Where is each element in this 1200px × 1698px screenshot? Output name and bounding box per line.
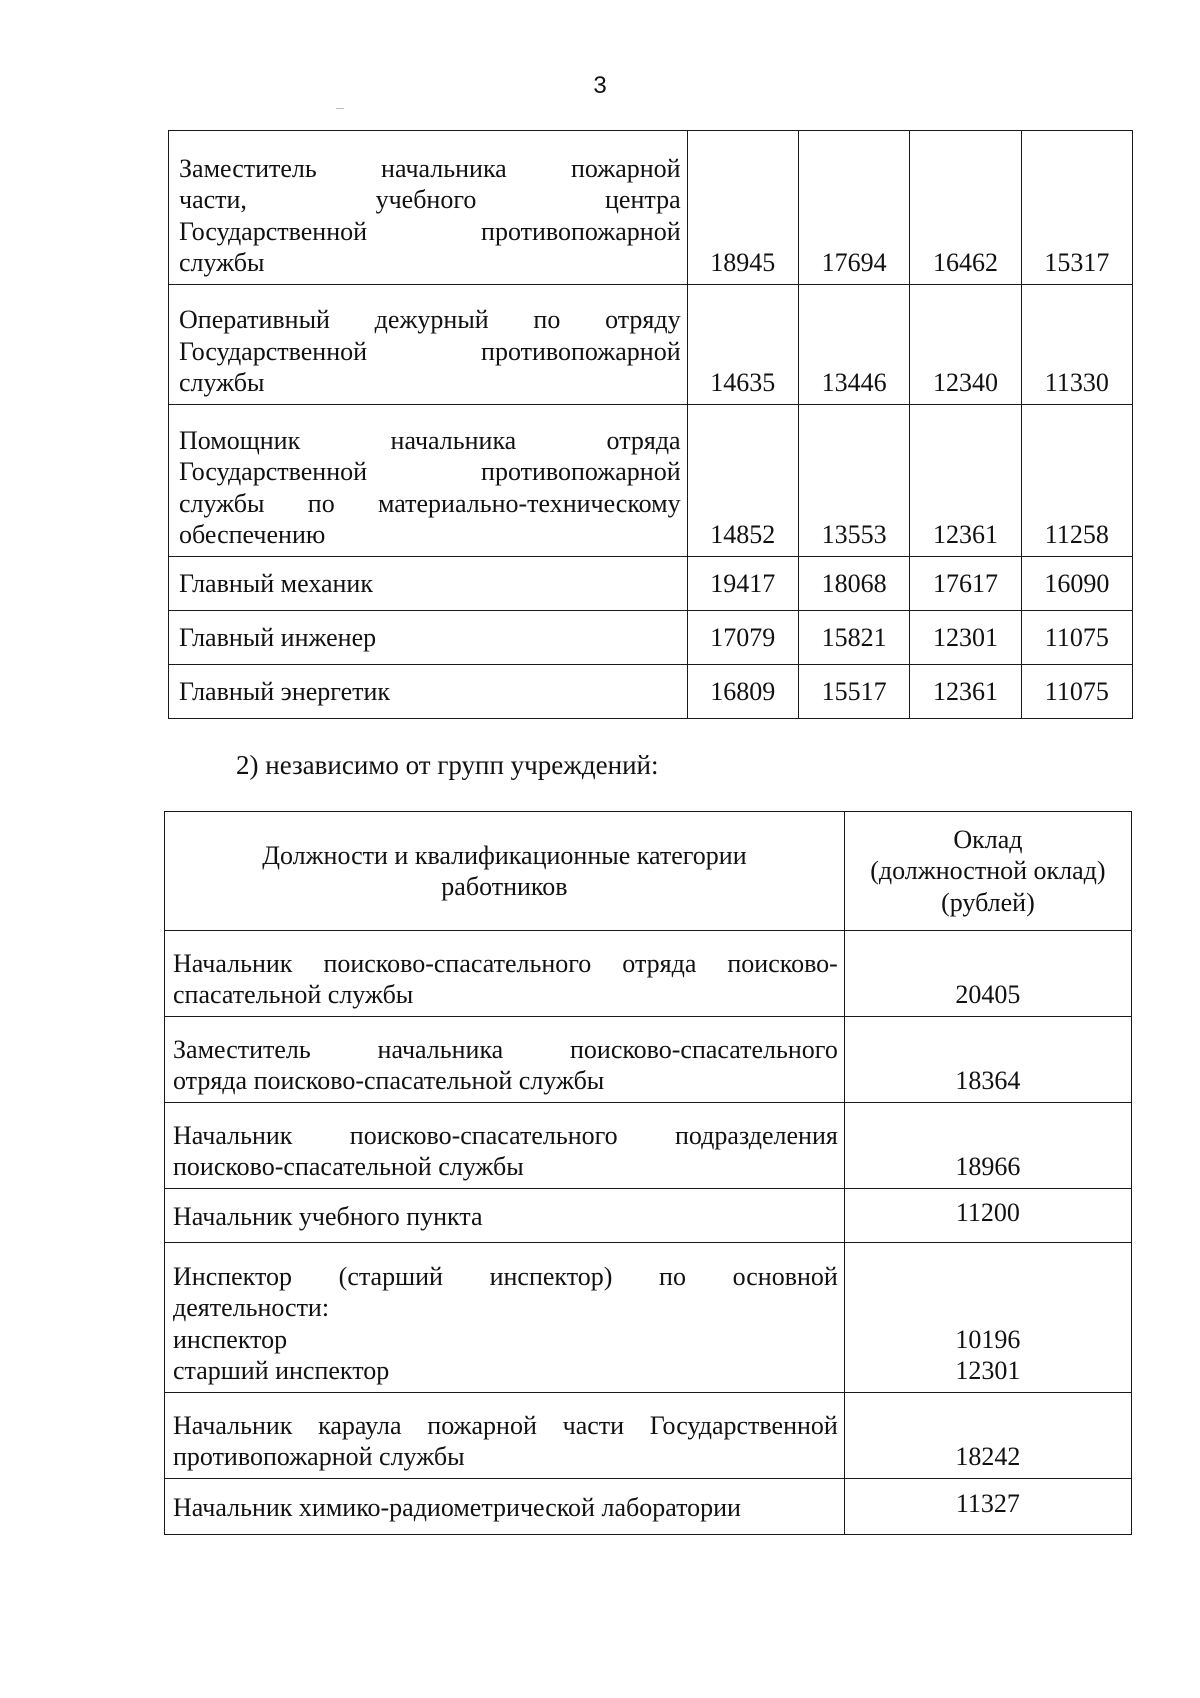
salary-table-by-group <box>168 130 1133 719</box>
position-cell: Начальник учебного пункта <box>165 1189 845 1243</box>
position-cell: Начальник химико-радиометрической лаборатории <box>165 1479 845 1535</box>
position-name-line: службы <box>179 367 265 397</box>
salary-value: 12301 <box>955 1355 1021 1385</box>
salary-cell <box>844 1243 1131 1393</box>
salary-cell: 19417 <box>687 557 798 611</box>
position-name-line: Заместитель начальника поисково-спасательного <box>173 1034 838 1064</box>
position-name-line: Инспектор (старший инспектор) по основной <box>173 1262 838 1292</box>
salary-cell: 11258 <box>1021 405 1132 557</box>
salary-cell: 14852 <box>687 405 798 557</box>
table-row <box>165 1479 1132 1535</box>
salary-cell: 17694 <box>798 131 909 285</box>
header-line: (рублей) <box>941 887 1035 917</box>
position-cell: Главный инженер <box>169 611 688 665</box>
header-line: Оклад <box>953 825 1023 855</box>
salary-column-header <box>844 812 1131 931</box>
salary-cell: 11075 <box>1021 611 1132 665</box>
position-cell <box>165 1103 845 1189</box>
table-row <box>169 405 1133 557</box>
position-name-line: Начальник караула пожарной части Государственной <box>173 1410 838 1440</box>
position-name-line: спасательной службы <box>173 979 414 1009</box>
salary-cell: 20405 <box>844 931 1131 1017</box>
salary-cell: 14635 <box>687 285 798 405</box>
salary-cell: 12301 <box>910 611 1021 665</box>
table-row <box>169 557 1133 611</box>
page-number: 3 <box>593 72 607 99</box>
position-name-line: службы по материально-техническому <box>179 488 681 518</box>
header-line: работников <box>441 872 568 901</box>
position-name-line: инспектор <box>173 1324 288 1354</box>
position-name-line: отряда поисково-спасательной службы <box>173 1065 605 1095</box>
position-name-line: Государственной противопожарной <box>179 457 681 487</box>
position-name-line: поисково-спасательной службы <box>173 1151 524 1181</box>
table-row <box>169 131 1133 285</box>
position-name-line: Начальник поисково-спасательного отряда поисково- <box>173 948 838 978</box>
header-line: Должности и квалификационные категории <box>262 840 747 870</box>
salary-table-independent <box>164 811 1132 1535</box>
salary-cell: 12340 <box>910 285 1021 405</box>
table-row <box>169 665 1133 719</box>
position-name-line: Помощник начальника отряда <box>179 426 681 456</box>
salary-cell: 13446 <box>798 285 909 405</box>
table-row <box>165 1243 1132 1393</box>
salary-cell: 18242 <box>844 1393 1131 1479</box>
scan-mark <box>336 108 344 109</box>
position-cell <box>165 931 845 1017</box>
position-cell: Главный энергетик <box>169 665 688 719</box>
position-cell <box>169 285 688 405</box>
salary-value: 10196 <box>955 1324 1021 1354</box>
salary-cell: 18966 <box>844 1103 1131 1189</box>
salary-cell: 12361 <box>910 665 1021 719</box>
position-name-line: службы <box>179 247 265 277</box>
table-row <box>165 1017 1132 1103</box>
table-row <box>165 931 1132 1017</box>
position-name-line: Государственной противопожарной <box>179 216 681 246</box>
table-header-row <box>165 812 1132 931</box>
position-cell <box>165 1243 845 1393</box>
salary-cell: 15317 <box>1021 131 1132 285</box>
salary-cell: 11327 <box>844 1479 1131 1535</box>
position-name-line: Государственной противопожарной <box>179 336 681 366</box>
salary-cell: 18068 <box>798 557 909 611</box>
positions-column-header <box>165 812 845 931</box>
table-row <box>165 1103 1132 1189</box>
position-name-line: противопожарной службы <box>173 1441 465 1471</box>
position-name-line: Оперативный дежурный по отряду <box>179 305 681 335</box>
salary-cell: 16090 <box>1021 557 1132 611</box>
position-name-line: Начальник поисково-спасательного подразделения <box>173 1120 838 1150</box>
position-name-line: Заместитель начальника пожарной <box>179 154 681 184</box>
header-line: (должностной оклад) <box>870 856 1106 886</box>
table-row <box>165 1189 1132 1243</box>
position-cell <box>165 1017 845 1103</box>
salary-cell: 18364 <box>844 1017 1131 1103</box>
salary-cell: 16809 <box>687 665 798 719</box>
position-cell <box>169 131 688 285</box>
salary-cell: 17079 <box>687 611 798 665</box>
position-cell <box>169 405 688 557</box>
table-row <box>165 1393 1132 1479</box>
table-row <box>169 611 1133 665</box>
section-intro: 2) независимо от групп учреждений: <box>236 750 659 780</box>
salary-cell: 17617 <box>910 557 1021 611</box>
salary-cell: 11075 <box>1021 665 1132 719</box>
position-name-line: деятельности: <box>173 1293 330 1323</box>
salary-cell: 13553 <box>798 405 909 557</box>
position-name-line: старший инспектор <box>173 1355 390 1385</box>
salary-cell: 11200 <box>844 1189 1131 1243</box>
position-name-line: части, учебного центра <box>179 185 681 215</box>
position-cell: Главный механик <box>169 557 688 611</box>
salary-cell: 15517 <box>798 665 909 719</box>
salary-cell: 11330 <box>1021 285 1132 405</box>
position-cell <box>165 1393 845 1479</box>
salary-cell: 12361 <box>910 405 1021 557</box>
salary-cell: 16462 <box>910 131 1021 285</box>
position-name-line: обеспечению <box>179 519 326 549</box>
salary-cell: 18945 <box>687 131 798 285</box>
table-row <box>169 285 1133 405</box>
salary-cell: 15821 <box>798 611 909 665</box>
